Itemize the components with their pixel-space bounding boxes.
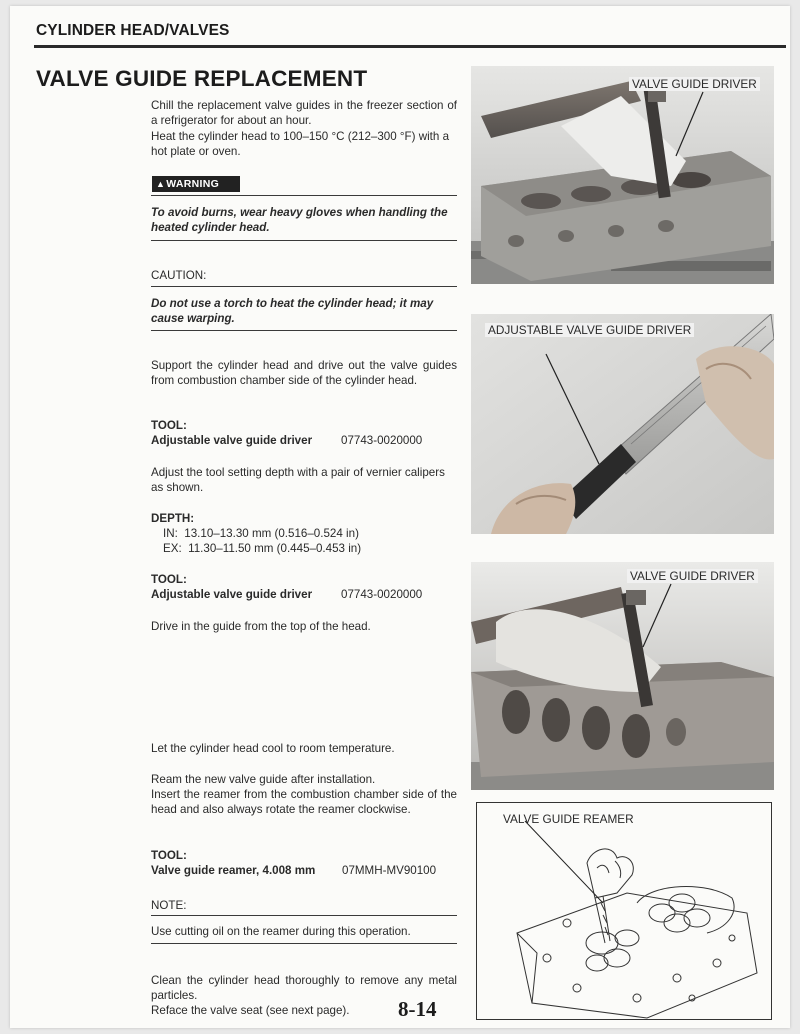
ream-text-1: Ream the new valve guide after installation. [151, 773, 376, 786]
cylinder-head-install-photo [471, 562, 774, 790]
tool-1-number: 07743-0020000 [341, 434, 423, 447]
warning-triangle-icon: ▲ [156, 179, 166, 189]
depth-label: DEPTH: [151, 512, 195, 525]
figure-adjustable-valve-guide-driver [471, 314, 774, 534]
figure-valve-guide-driver-1 [471, 66, 774, 284]
tool-1-name: Adjustable valve guide driver [151, 434, 313, 447]
tool-2-name: Adjustable valve guide driver [151, 588, 313, 601]
warning-badge [152, 176, 240, 192]
note-label: NOTE: [151, 899, 187, 912]
intro-chill-text: Chill the replacement valve guides in the freezer section of a refrigerator for about an hour. [151, 99, 457, 127]
tool-1-label: TOOL: [151, 419, 187, 432]
header-rule [34, 45, 786, 48]
figure-4-label: VALVE GUIDE REAMER [503, 812, 634, 826]
drive-text: Drive in the guide from the top of the head. [151, 620, 371, 633]
page-title: VALVE GUIDE REPLACEMENT [36, 66, 368, 91]
warning-rule-top [151, 195, 457, 196]
caution-rule-top [151, 286, 457, 287]
adjust-text: Adjust the tool setting depth with a pair of vernier calipers as shown. [151, 466, 445, 494]
cool-text: Let the cylinder head cool to room temperature. [151, 742, 395, 755]
warning-badge-label: WARNING [166, 178, 220, 190]
manual-page [10, 6, 790, 1028]
intro-heat-text: Heat the cylinder head to 100–150 °C (212–300 °F) with a hot plate or oven. [151, 130, 450, 158]
figure-1-label: VALVE GUIDE DRIVER [629, 77, 760, 91]
figure-valve-guide-driver-2 [471, 562, 774, 790]
figure-3-label: VALVE GUIDE DRIVER [627, 569, 758, 583]
cylinder-head-driver-photo [471, 66, 774, 284]
caution-text: Do not use a torch to heat the cylinder head; it may cause warping. [151, 297, 434, 325]
note-text: Use cutting oil on the reamer during this operation. [151, 925, 411, 938]
page-number: 8-14 [398, 997, 437, 1021]
depth-ex: EX: 11.30–11.50 mm (0.445–0.453 in) [163, 542, 362, 555]
reamer-line-drawing [477, 803, 771, 1019]
section-header: CYLINDER HEAD/VALVES [36, 22, 230, 39]
reface-text: Reface the valve seat (see next page). [151, 1004, 350, 1017]
warning-rule-bottom [151, 240, 457, 241]
support-text: Support the cylinder head and drive out the valve guides from combustion chamber side of the cylinder head. [151, 359, 457, 387]
note-rule-top [151, 915, 457, 916]
tool-3-label: TOOL: [151, 849, 187, 862]
ream-text-2: Insert the reamer from the combustion chamber side of the head and also always rotate the reamer clockwise. [151, 788, 457, 816]
figure-valve-guide-reamer [476, 802, 772, 1020]
depth-in: IN: 13.10–13.30 mm (0.516–0.524 in) [163, 527, 359, 540]
caliper-driver-photo [471, 314, 774, 534]
figure-2-label: ADJUSTABLE VALVE GUIDE DRIVER [485, 323, 694, 337]
tool-3-number: 07MMH-MV90100 [342, 864, 437, 877]
caution-label: CAUTION: [151, 269, 207, 282]
tool-2-label: TOOL: [151, 573, 187, 586]
tool-2-number: 07743-0020000 [341, 588, 423, 601]
clean-text: Clean the cylinder head thoroughly to remove any metal particles. [151, 974, 457, 1002]
note-rule-bottom [151, 943, 457, 944]
caution-rule-bottom [151, 330, 457, 331]
tool-3-name: Valve guide reamer, 4.008 mm [151, 864, 316, 877]
warning-text: To avoid burns, wear heavy gloves when handling the heated cylinder head. [151, 206, 448, 234]
